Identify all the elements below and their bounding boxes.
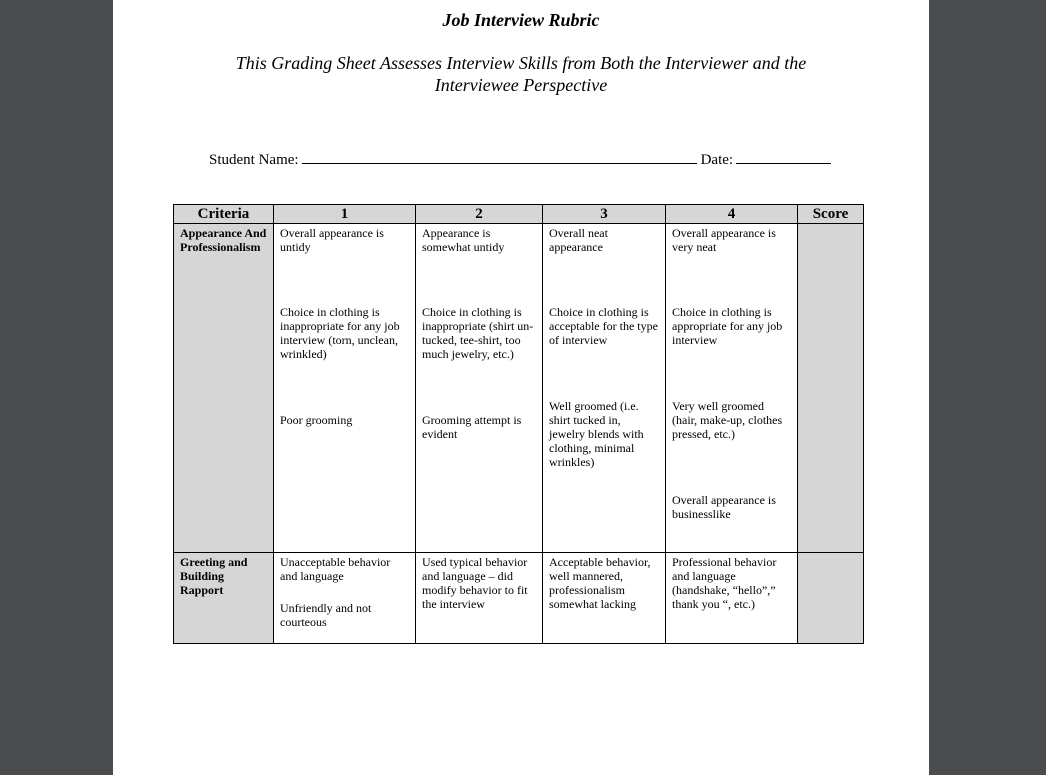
table-header-row <box>174 205 864 224</box>
rubric-cell <box>274 553 416 644</box>
cell-entry: Acceptable behavior, well mannered, professionalism somewhat lacking <box>549 555 651 611</box>
document-subtitle: This Grading Sheet Assesses Interview Skills from Both the Interviewer and the Interviewee Perspective <box>235 53 807 95</box>
cell-entry: Professional behavior and language (handshake, “hello”,” thank you “, etc.) <box>672 555 777 611</box>
rubric-cell <box>666 224 798 553</box>
header-score: Score <box>798 205 864 224</box>
criteria-label: Greeting and Building Rapport <box>180 555 248 597</box>
header-4: 4 <box>666 205 798 224</box>
rubric-cell <box>416 224 543 553</box>
cell-entry: Appearance is somewhat untidy <box>422 226 505 254</box>
cell-entry: Overall neat appearance <box>549 226 608 254</box>
rubric-table <box>173 204 864 644</box>
rubric-cell <box>416 553 543 644</box>
date-blank <box>736 151 831 164</box>
cell-entry: Choice in clothing is inappropriate (shirt un-tucked, tee-shirt, too much jewelry, etc.) <box>422 305 534 361</box>
cell-entry: Grooming attempt is evident <box>422 413 522 441</box>
cell-entry: Used typical behavior and language – did modify behavior to fit the interview <box>422 555 528 611</box>
student-name-blank <box>302 151 697 164</box>
score-cell <box>798 553 864 644</box>
student-name-label: Student Name: <box>209 152 299 168</box>
cell-entry: Overall appearance is very neat <box>672 226 776 254</box>
criteria-cell <box>174 553 274 644</box>
cell-entry: Well groomed (i.e. shirt tucked in, jewelry blends with clothing, minimal wrinkles) <box>549 399 644 469</box>
criteria-label: Appearance And Professionalism <box>180 226 267 254</box>
rubric-cell <box>543 224 666 553</box>
header-1: 1 <box>274 205 416 224</box>
table-row <box>174 553 864 644</box>
score-cell <box>798 224 864 553</box>
cell-entry: Choice in clothing is inappropriate for any job interview (torn, unclean, wrinkled) <box>280 305 400 361</box>
header-3: 3 <box>543 205 666 224</box>
rubric-cell <box>274 224 416 553</box>
header-2: 2 <box>416 205 543 224</box>
cell-entry: Poor grooming <box>280 413 353 427</box>
cell-entry: Choice in clothing is appropriate for any job interview <box>672 305 783 347</box>
criteria-cell <box>174 224 274 553</box>
document-title: Job Interview Rubric <box>442 10 600 30</box>
rubric-cell <box>543 553 666 644</box>
date-label: Date: <box>700 152 734 168</box>
document-page <box>113 0 929 775</box>
cell-entry: Choice in clothing is acceptable for the type of interview <box>549 305 658 347</box>
cell-entry: Overall appearance is untidy <box>280 226 384 254</box>
cell-entry: Very well groomed (hair, make-up, clothes pressed, etc.) <box>672 399 783 441</box>
cell-entry: Unacceptable behavior and language <box>280 555 391 583</box>
table-row <box>174 224 864 553</box>
student-info-line <box>209 151 831 169</box>
cell-entry: Unfriendly and not courteous <box>280 601 372 629</box>
rubric-cell <box>666 553 798 644</box>
cell-entry: Overall appearance is businesslike <box>672 493 776 521</box>
header-criteria: Criteria <box>174 205 274 224</box>
